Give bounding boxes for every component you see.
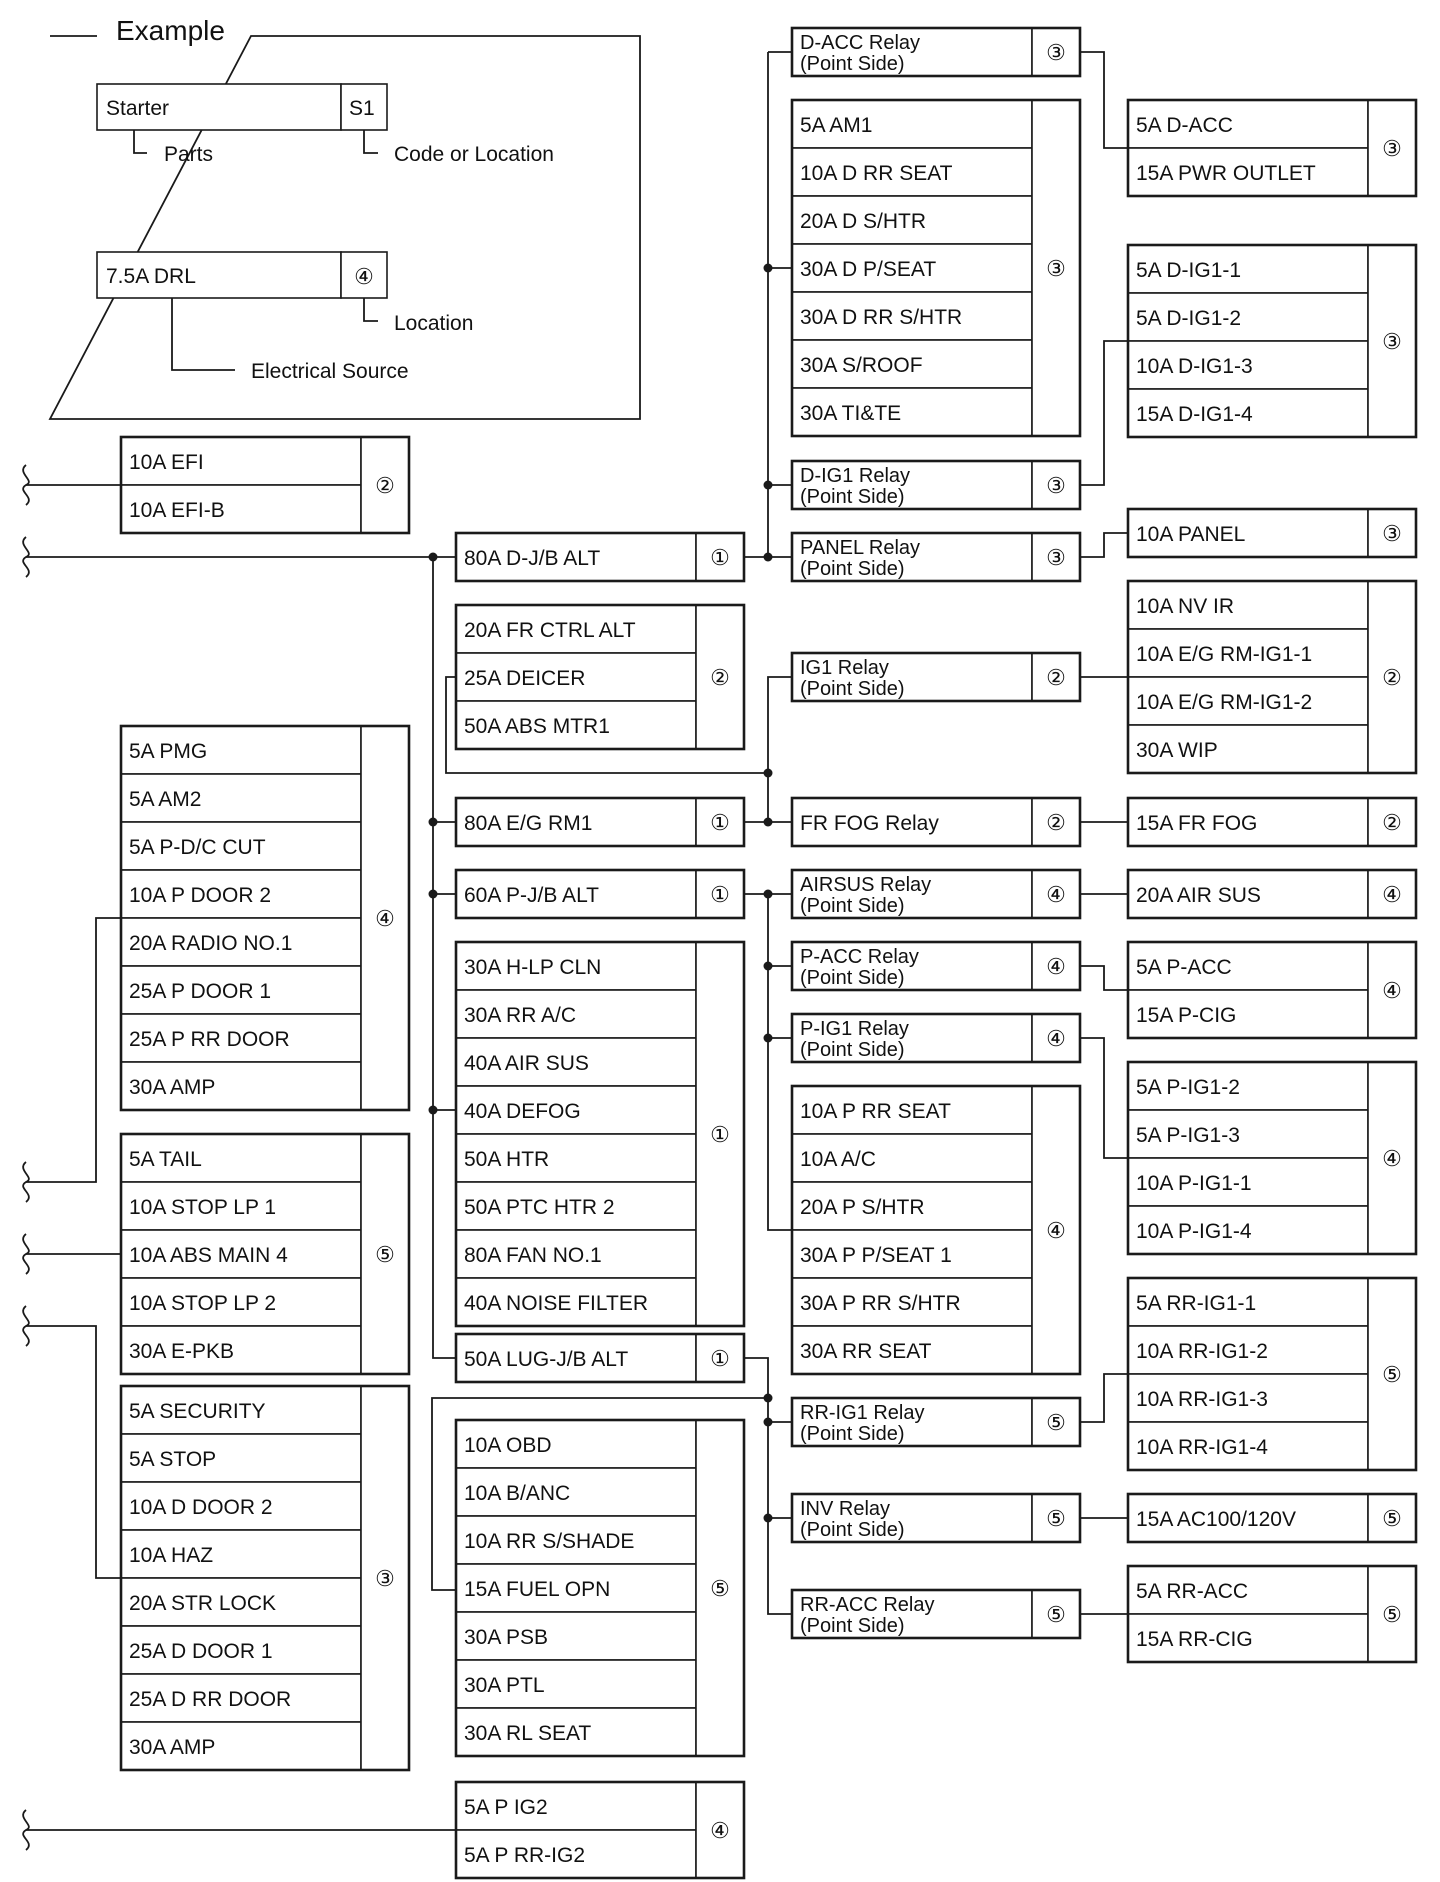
example-drl-code: ④ [354, 264, 374, 289]
relay-side: (Point Side) [800, 558, 905, 580]
wire [1080, 1038, 1128, 1158]
location-code: ④ [1046, 1218, 1066, 1243]
fuse-group-big1 [456, 942, 744, 1326]
relay-rr-ig1 [792, 1398, 1080, 1446]
location-code: ④ [1382, 1146, 1402, 1171]
fuse-group-d-jb-alt [456, 533, 744, 581]
fuse-group-am1 [792, 100, 1080, 436]
relay-inv [792, 1494, 1080, 1542]
fuse-label: 5A AM2 [129, 788, 202, 811]
location-code: ② [1046, 810, 1066, 835]
example-drl-box [97, 252, 387, 298]
relay-side: (Point Side) [800, 1039, 905, 1061]
fuse-label: 20A AIR SUS [1136, 884, 1261, 907]
relay-panel [792, 533, 1080, 581]
location-code: ② [1046, 665, 1066, 690]
location-code: ③ [1046, 473, 1066, 498]
fuse-label: 5A RR-ACC [1136, 1580, 1249, 1603]
fuse-label: 10A P-IG1-4 [1136, 1220, 1252, 1243]
fuse-group-rr-acc-out [1128, 1566, 1416, 1662]
fuse-label: 10A NV IR [1136, 595, 1235, 618]
relay-side: (Point Side) [800, 1615, 905, 1637]
relay-side: (Point Side) [800, 895, 905, 917]
fuse-group-d-jb [121, 1386, 409, 1770]
fuse-group-p-ig2 [456, 1782, 744, 1878]
fuse-label: 15A PWR OUTLET [1136, 162, 1316, 185]
relay-rr-acc [792, 1590, 1080, 1638]
fuse-label: 5A TAIL [129, 1148, 202, 1171]
junction-dot [764, 962, 773, 971]
relay-side: (Point Side) [800, 967, 905, 989]
location-code: ③ [1382, 329, 1402, 354]
fuse-label: 30A RR A/C [464, 1004, 577, 1027]
fuse-group-p-rr-seat [792, 1086, 1080, 1374]
fuse-label: 80A FAN NO.1 [464, 1244, 602, 1267]
fuse-label: 10A P DOOR 2 [129, 884, 272, 907]
location-code: ⑤ [1382, 1362, 1402, 1387]
relay-p-ig1 [792, 1014, 1080, 1062]
location-code: ② [1382, 665, 1402, 690]
fuse-label: 10A EFI [129, 451, 204, 474]
location-code: ④ [1046, 1026, 1066, 1051]
fuse-label: 5A STOP [129, 1448, 217, 1471]
fuse-label: 25A DEICER [464, 667, 586, 690]
location-code: ③ [1382, 521, 1402, 546]
relay-name: INV Relay [800, 1498, 891, 1520]
junction-dot [764, 769, 773, 778]
fuse-label: 10A D RR SEAT [800, 162, 953, 185]
fuse-label: 5A P-IG1-3 [1136, 1124, 1240, 1147]
fuse-label: 10A D DOOR 2 [129, 1496, 273, 1519]
fuse-label: 50A PTC HTR 2 [464, 1196, 615, 1219]
fuse-group-p-acc-out [1128, 942, 1416, 1038]
fuse-group-obd [456, 1420, 744, 1756]
fuse-label: 10A D-IG1-3 [1136, 355, 1253, 378]
fuse-group-rr-ig1-out [1128, 1278, 1416, 1470]
fuse-label: 30A D P/SEAT [800, 258, 937, 281]
location-code: ④ [710, 1818, 730, 1843]
fuse-label: 15A RR-CIG [1136, 1628, 1253, 1651]
location-code: ⑤ [375, 1242, 395, 1267]
fuse-label: 50A LUG-J/B ALT [464, 1348, 629, 1371]
fuse-label: 30A RR SEAT [800, 1340, 932, 1363]
relay-name: AIRSUS Relay [800, 874, 932, 896]
example-legend [50, 15, 640, 419]
fuse-group-tail [121, 1134, 409, 1374]
relay-side: (Point Side) [800, 1519, 905, 1541]
fuse-label: 30A S/ROOF [800, 354, 923, 377]
fuse-label: 5A PMG [129, 740, 208, 763]
junction-dot [764, 890, 773, 899]
relay-name: PANEL Relay [800, 537, 921, 559]
location-code: ④ [1382, 978, 1402, 1003]
fuse-label: 5A D-ACC [1136, 114, 1233, 137]
junction-dot [764, 818, 773, 827]
example-starter-label: Starter [106, 97, 170, 120]
junction-dot [764, 481, 773, 490]
fuse-group-efi [121, 437, 409, 533]
fuse-label: 10A E/G RM-IG1-1 [1136, 643, 1313, 666]
location-code: ④ [1382, 882, 1402, 907]
location-code: ③ [1046, 40, 1066, 65]
fuse-group-inv-out [1128, 1494, 1416, 1542]
fuse-label: 30A P RR S/HTR [800, 1292, 961, 1315]
fuse-label: 30A TI&TE [800, 402, 902, 425]
location-code: ④ [375, 906, 395, 931]
fuse-label: 10A RR-IG1-4 [1136, 1436, 1268, 1459]
example-code-location-label: Code or Location [394, 143, 554, 166]
location-code: ⑤ [1046, 1602, 1066, 1627]
fuse-label: 30A E-PKB [129, 1340, 235, 1363]
fuse-label: 5A P-IG1-2 [1136, 1076, 1240, 1099]
example-starter-box [97, 84, 387, 130]
wire [768, 677, 792, 822]
location-code: ⑤ [1046, 1410, 1066, 1435]
fuse-label: 5A P-ACC [1136, 956, 1232, 979]
location-code: ① [710, 1346, 730, 1371]
fuse-label: 15A D-IG1-4 [1136, 403, 1253, 426]
fuse-label: 25A D RR DOOR [129, 1688, 292, 1711]
fuse-label: 80A D-J/B ALT [464, 547, 601, 570]
fuse-group-d-ig1-out [1128, 245, 1416, 437]
fuse-label: 5A P IG2 [464, 1796, 548, 1819]
relay-side: (Point Side) [800, 486, 905, 508]
relay-name: FR FOG Relay [800, 812, 939, 835]
fuse-label: 30A P P/SEAT 1 [800, 1244, 952, 1267]
fuse-label: 15A P-CIG [1136, 1004, 1237, 1027]
junction-dot [429, 818, 438, 827]
relay-ig1 [792, 653, 1080, 701]
wire [1080, 1374, 1128, 1422]
fuse-label: 10A RR-IG1-3 [1136, 1388, 1268, 1411]
location-code: ② [1382, 810, 1402, 835]
example-drl-label: 7.5A DRL [106, 265, 196, 288]
fuse-group-d-acc-out [1128, 100, 1416, 196]
example-parts-label: Parts [164, 143, 214, 166]
wire [1080, 533, 1128, 557]
fuse-label: 30A PTL [464, 1674, 545, 1697]
relay-airsus [792, 870, 1080, 918]
fuse-label: 30A AMP [129, 1076, 216, 1099]
fuse-label: 5A RR-IG1-1 [1136, 1292, 1257, 1315]
example-starter-code: S1 [349, 97, 375, 120]
fuse-label: 15A FR FOG [1136, 812, 1258, 835]
fuse-label: 10A PANEL [1136, 523, 1246, 546]
fuse-label: 20A FR CTRL ALT [464, 619, 636, 642]
wire [1080, 966, 1128, 990]
fuse-label: 30A RL SEAT [464, 1722, 592, 1745]
fuse-label: 30A WIP [1136, 739, 1218, 762]
fuse-label: 30A AMP [129, 1736, 216, 1759]
fuse-label: 5A D-IG1-2 [1136, 307, 1242, 330]
location-code: ① [710, 882, 730, 907]
wire [1080, 52, 1128, 148]
wire [768, 894, 792, 1230]
location-code: ① [710, 545, 730, 570]
location-code: ③ [375, 1566, 395, 1591]
wire [1080, 341, 1128, 485]
fuse-label: 15A AC100/120V [1136, 1508, 1296, 1531]
fuse-label: 10A E/G RM-IG1-2 [1136, 691, 1313, 714]
junction-dot [764, 1034, 773, 1043]
fuse-label: 10A P RR SEAT [800, 1100, 951, 1123]
junction-dot [764, 1394, 773, 1403]
fuse-label: 40A AIR SUS [464, 1052, 589, 1075]
location-code: ③ [1046, 545, 1066, 570]
junction-dot [429, 890, 438, 899]
fuse-label: 5A AM1 [800, 114, 873, 137]
relay-name: RR-IG1 Relay [800, 1402, 925, 1424]
fuse-group-panel-out [1128, 509, 1416, 557]
fuse-label: 5A SECURITY [129, 1400, 266, 1423]
example-location-label: Location [394, 312, 474, 335]
fuse-label: 15A FUEL OPN [464, 1578, 611, 1601]
relay-fr-fog [792, 798, 1080, 846]
fuse-label: 20A P S/HTR [800, 1196, 925, 1219]
relay-name: D-ACC Relay [800, 32, 921, 54]
fuse-label: 10A P-IG1-1 [1136, 1172, 1252, 1195]
fuse-label: 10A B/ANC [464, 1482, 571, 1505]
fuse-group-fog-out [1128, 798, 1416, 846]
relay-name: RR-ACC Relay [800, 1594, 935, 1616]
relay-name: D-IG1 Relay [800, 465, 911, 487]
relay-name: P-ACC Relay [800, 946, 919, 968]
location-code: ⑤ [1382, 1602, 1402, 1627]
fuse-label: 20A D S/HTR [800, 210, 927, 233]
fuse-group-airsus-out [1128, 870, 1416, 918]
relay-name: IG1 Relay [800, 657, 889, 679]
location-code: ③ [1382, 136, 1402, 161]
location-code: ④ [1046, 954, 1066, 979]
fuse-group-p-jb-alt [456, 870, 744, 918]
fuse-label: 5A P RR-IG2 [464, 1844, 585, 1867]
fuse-label: 5A P-D/C CUT [129, 836, 266, 859]
fuse-label: 40A DEFOG [464, 1100, 581, 1123]
relay-d-acc [792, 28, 1080, 76]
fuse-label: 10A STOP LP 1 [129, 1196, 277, 1219]
fuse-group-p-jb [121, 726, 409, 1110]
fuse-label: 10A HAZ [129, 1544, 214, 1567]
example-electrical-source-label: Electrical Source [251, 360, 409, 383]
fuse-label: 10A RR-IG1-2 [1136, 1340, 1268, 1363]
fuse-label: 30A H-LP CLN [464, 956, 602, 979]
fuse-label: 10A ABS MAIN 4 [129, 1244, 288, 1267]
junction-dot [764, 264, 773, 273]
relay-p-acc [792, 942, 1080, 990]
fuse-label: 30A PSB [464, 1626, 549, 1649]
location-code: ① [710, 810, 730, 835]
fuse-label: 10A EFI-B [129, 499, 225, 522]
junction-dot [764, 1514, 773, 1523]
wire [26, 1326, 121, 1578]
fuse-label: 30A D RR S/HTR [800, 306, 963, 329]
wire [26, 918, 121, 1182]
fuse-group-p-ig1-out [1128, 1062, 1416, 1254]
fuse-label: 20A RADIO NO.1 [129, 932, 293, 955]
fuse-label: 80A E/G RM1 [464, 812, 593, 835]
location-code: ② [710, 665, 730, 690]
location-code: ⑤ [1382, 1506, 1402, 1531]
relay-name: P-IG1 Relay [800, 1018, 909, 1040]
fuse-label: 50A HTR [464, 1148, 550, 1171]
fuse-label: 5A D-IG1-1 [1136, 259, 1242, 282]
fuse-label: 60A P-J/B ALT [464, 884, 600, 907]
fuse-label: 20A STR LOCK [129, 1592, 277, 1615]
fuse-label: 25A D DOOR 1 [129, 1640, 273, 1663]
location-code: ④ [1046, 882, 1066, 907]
fuse-label: 25A P DOOR 1 [129, 980, 272, 1003]
fuse-label: 10A STOP LP 2 [129, 1292, 277, 1315]
fuse-group-fr-ctrl [456, 605, 744, 749]
fuse-group-lug [456, 1334, 744, 1382]
junction-dot [764, 1418, 773, 1427]
location-code: ① [710, 1122, 730, 1147]
relay-side: (Point Side) [800, 678, 905, 700]
relay-side: (Point Side) [800, 53, 905, 75]
fuse-group-ig1-out [1128, 581, 1416, 773]
location-code: ② [375, 473, 395, 498]
fuse-label: 10A A/C [800, 1148, 876, 1171]
junction-dot [764, 553, 773, 562]
fuse-label: 50A ABS MTR1 [464, 715, 610, 738]
fuse-label: 10A RR S/SHADE [464, 1530, 635, 1553]
fuse-label: 10A OBD [464, 1434, 552, 1457]
fuse-label: 40A NOISE FILTER [464, 1292, 649, 1315]
location-code: ⑤ [1046, 1506, 1066, 1531]
junction-dot [429, 1106, 438, 1115]
fuse-group-eg-rm1 [456, 798, 744, 846]
relay-d-ig1 [792, 461, 1080, 509]
location-code: ③ [1046, 256, 1066, 281]
fuse-label: 25A P RR DOOR [129, 1028, 290, 1051]
relay-side: (Point Side) [800, 1423, 905, 1445]
junction-dot [429, 553, 438, 562]
example-title: Example [116, 15, 225, 46]
location-code: ⑤ [710, 1576, 730, 1601]
